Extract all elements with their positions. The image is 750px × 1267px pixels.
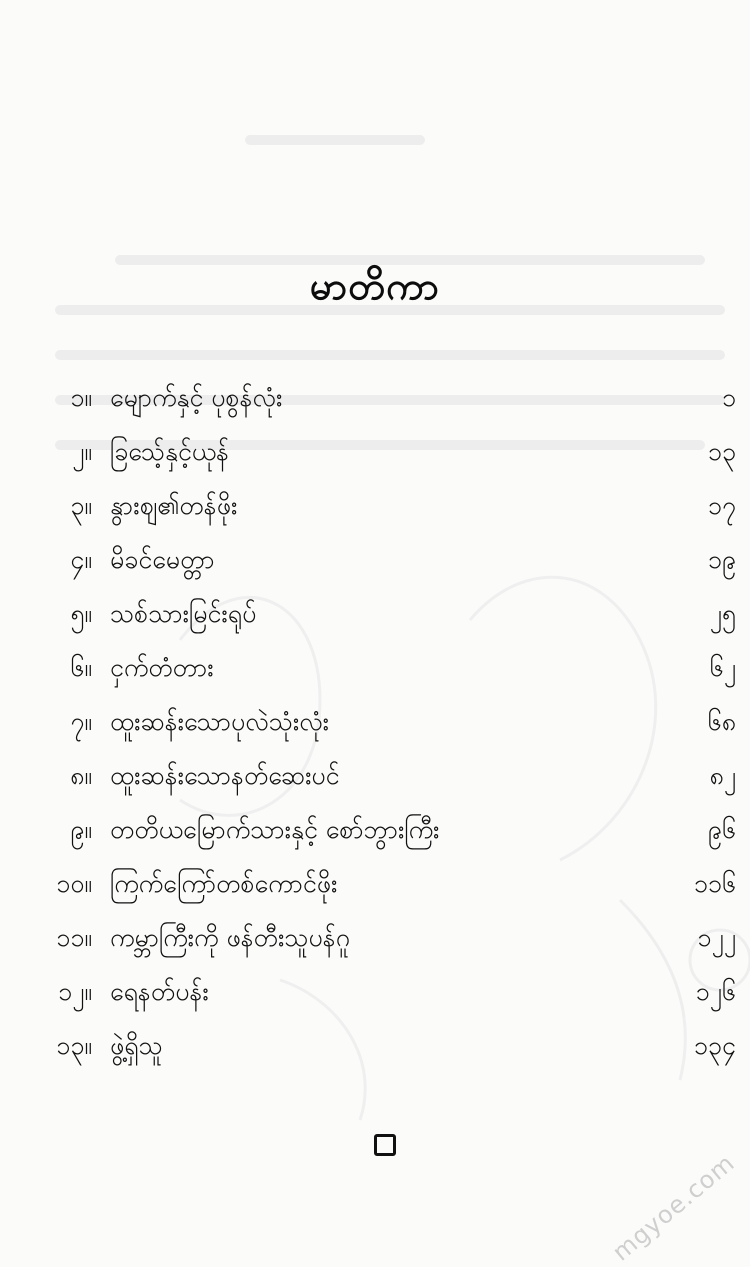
- toc-title: ရေနတ်ပန်း: [110, 977, 209, 1006]
- toc-page-number: ၁၃၄: [693, 1031, 736, 1060]
- toc-title: နွားဈ၏တန်ဖိုး: [110, 491, 238, 520]
- square-ornament-icon: [374, 1134, 396, 1156]
- toc-title: ဖွဲ့ရှိသူ: [110, 1031, 163, 1060]
- toc-title: ထူးဆန်းသောနတ်ဆေးပင်: [110, 761, 340, 790]
- table-of-contents: [0, 378, 750, 1080]
- toc-title: ငှက်တံတား: [110, 653, 214, 682]
- toc-title: ခြသေ့်နှင့်ယုန်: [110, 437, 230, 466]
- toc-number: ၈။: [70, 761, 92, 790]
- toc-number: ၄။: [70, 545, 92, 574]
- toc-title: ထူးဆန်းသောပုလဲသုံးလုံး: [110, 707, 330, 736]
- toc-title: သစ်သားမြင်းရုပ်: [110, 599, 257, 628]
- toc-title: တတိယမြောက်သားနှင့် စော်ဘွားကြီး: [110, 815, 440, 844]
- toc-row: [0, 540, 750, 594]
- toc-number: ၆။: [70, 653, 92, 682]
- toc-page-number: ၁၂၂: [697, 923, 736, 952]
- toc-page-number: ၆၈: [707, 707, 736, 736]
- toc-number: ၁၁။: [56, 923, 92, 952]
- toc-number: ၁၀။: [56, 869, 92, 898]
- toc-number: ၁။: [70, 383, 92, 412]
- toc-row: [0, 810, 750, 864]
- toc-number: ၇။: [70, 707, 92, 736]
- toc-row: [0, 972, 750, 1026]
- toc-row: [0, 702, 750, 756]
- toc-number: ၁၃။: [56, 1031, 92, 1060]
- page-title: မာတိကာ: [309, 264, 441, 308]
- toc-number: ၃။: [70, 491, 92, 520]
- toc-row: [0, 648, 750, 702]
- toc-number: ၅။: [70, 599, 92, 628]
- toc-page-number: ၂၅: [709, 599, 736, 628]
- toc-page-number: ၈၂: [709, 761, 736, 790]
- toc-page-number: ၁၃: [707, 437, 736, 466]
- toc-row: [0, 432, 750, 486]
- toc-row: [0, 864, 750, 918]
- toc-row: [0, 756, 750, 810]
- toc-row: [0, 918, 750, 972]
- toc-title: မိခင်မေတ္တာ: [110, 545, 215, 574]
- toc-page-number: ၁၁၆: [693, 869, 736, 898]
- toc-row: [0, 594, 750, 648]
- toc-row: [0, 1026, 750, 1080]
- toc-title: မျောက်နှင့် ပုစွန်လုံး: [110, 383, 283, 412]
- toc-page-number: ၁၂၆: [695, 977, 736, 1006]
- toc-page-number: ၆၂: [709, 653, 736, 682]
- toc-number: ၁၂။: [58, 977, 92, 1006]
- toc-title: ကြက်ကြော်တစ်ကောင်ဖိုး: [110, 869, 338, 898]
- toc-page-number: ၁၉: [707, 545, 736, 574]
- toc-row: [0, 378, 750, 432]
- toc-page-number: ၉၆: [707, 815, 736, 844]
- toc-number: ၂။: [72, 437, 92, 466]
- toc-title: ကမ္ဘာကြီးကို ဖန်တီးသူပန်ဂူ: [110, 923, 351, 952]
- toc-page-number: ၁: [721, 383, 736, 412]
- toc-row: [0, 486, 750, 540]
- toc-page-number: ၁၇: [707, 491, 736, 520]
- watermark-text: mgyoe.com: [606, 1148, 740, 1267]
- toc-number: ၉။: [70, 815, 92, 844]
